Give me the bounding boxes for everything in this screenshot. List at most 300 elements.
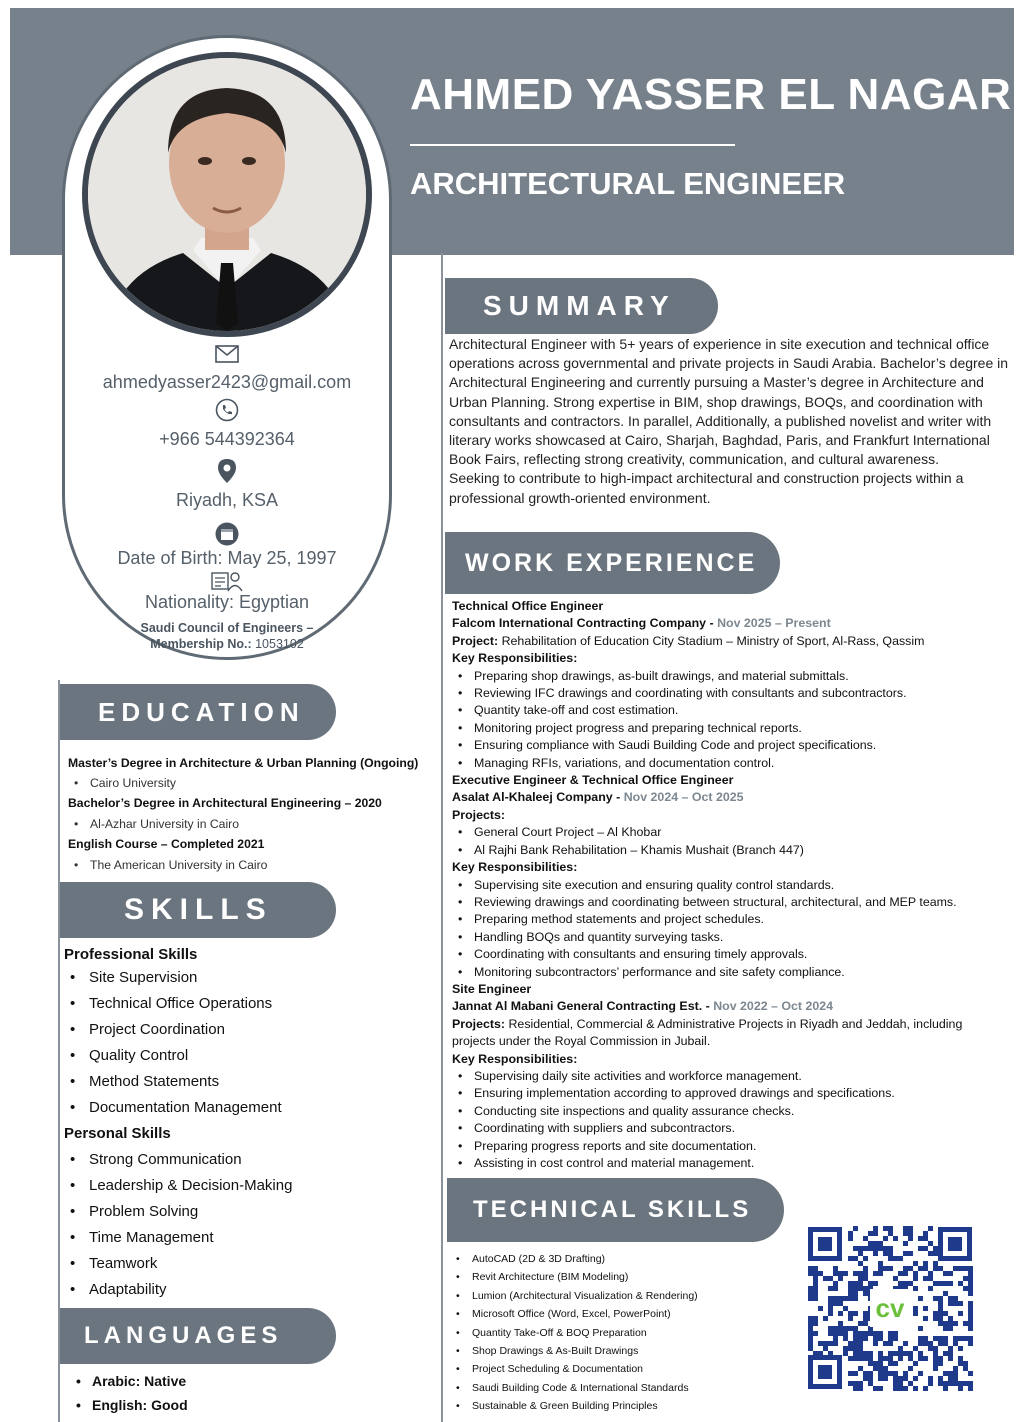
qr-module — [878, 1271, 883, 1276]
qr-module — [848, 1326, 853, 1331]
qr-module — [848, 1381, 853, 1386]
qr-module — [853, 1331, 858, 1336]
nationality-text: Nationality: Egyptian — [144, 592, 310, 612]
job-resp-item: • Supervising site execution and ensuring quality control standards. — [452, 877, 1012, 894]
qr-module — [908, 1231, 913, 1236]
qr-module — [878, 1361, 883, 1366]
qr-module — [968, 1371, 973, 1376]
qr-module — [968, 1321, 973, 1326]
job-company: Asalat Al-Khaleej Company - — [452, 790, 621, 805]
job-resp-item: • Ensuring implementation according to approved drawings and specifications. — [452, 1085, 1012, 1102]
qr-module — [878, 1241, 883, 1246]
qr-module — [958, 1266, 963, 1271]
job-resp-item: • Reviewing drawings and coordinating between structural, architectural, and MEP teams. — [452, 894, 1012, 911]
qr-module — [848, 1296, 853, 1301]
qr-module — [948, 1376, 953, 1381]
qr-module — [923, 1306, 928, 1311]
qr-module — [833, 1301, 838, 1306]
qr-module — [943, 1371, 948, 1376]
qr-module — [948, 1381, 953, 1386]
qr-module — [903, 1266, 908, 1271]
qr-module — [813, 1331, 818, 1336]
qr-module — [933, 1251, 938, 1256]
qr-module — [943, 1281, 948, 1286]
job-resp-item: • Supervising daily site activities and workforce management. — [452, 1068, 1012, 1085]
qr-module — [863, 1256, 868, 1261]
qr-module — [808, 1346, 813, 1351]
qr-module — [958, 1311, 963, 1316]
languages-list — [70, 1369, 370, 1417]
qr-module — [888, 1331, 893, 1336]
qr-module — [843, 1306, 848, 1311]
qr-module — [893, 1331, 898, 1336]
qr-module — [858, 1351, 863, 1356]
qr-module — [848, 1286, 853, 1291]
experience-heading: WORK EXPERIENCE — [445, 532, 780, 594]
qr-module — [863, 1356, 868, 1361]
job-projects-label: Projects: — [452, 807, 506, 822]
qr-module — [838, 1311, 843, 1316]
qr-module — [873, 1341, 878, 1346]
qr-module — [878, 1356, 883, 1361]
qr-module — [863, 1336, 868, 1341]
education-list — [68, 753, 440, 875]
qr-module — [858, 1286, 863, 1291]
qr-module — [838, 1321, 843, 1326]
qr-module — [933, 1266, 938, 1271]
qr-module — [878, 1246, 883, 1251]
qr-module — [968, 1306, 973, 1311]
qr-module — [838, 1271, 843, 1276]
qr-module — [858, 1276, 863, 1281]
qr-module — [923, 1231, 928, 1236]
qr-module — [883, 1226, 888, 1231]
qr-module — [873, 1246, 878, 1251]
qr-module — [908, 1281, 913, 1286]
qr-module — [888, 1226, 893, 1231]
qr-module — [853, 1341, 858, 1346]
job-project-line — [452, 633, 1012, 650]
job-resp-item: • Coordinating with suppliers and subcontractors. — [452, 1120, 1012, 1137]
qr-module — [918, 1246, 923, 1251]
job-resp-item: • Quantity take-off and cost estimation. — [452, 702, 1012, 719]
education-degree: Bachelor’s Degree in Architectural Engineering – 2020 — [68, 796, 382, 810]
qr-module — [963, 1361, 968, 1366]
name-divider — [410, 144, 735, 146]
job-resp-item: • Monitoring subcontractors’ performance and site safety compliance. — [452, 964, 1012, 981]
qr-module — [918, 1266, 923, 1271]
qr-module — [853, 1386, 858, 1391]
qr-module — [873, 1271, 878, 1276]
skills-list — [64, 945, 434, 1303]
languages-heading: LANGUAGES — [60, 1308, 336, 1364]
qr-module — [968, 1311, 973, 1316]
qr-module — [833, 1326, 838, 1331]
qr-module — [888, 1351, 893, 1356]
qr-module — [938, 1336, 943, 1341]
qr-module — [918, 1351, 923, 1356]
phone-icon — [215, 398, 239, 422]
qr-module — [858, 1386, 863, 1391]
qr-module — [888, 1336, 893, 1341]
technical-skill-item: • Saudi Building Code & International Standards — [450, 1379, 800, 1397]
qr-module — [958, 1336, 963, 1341]
qr-module — [913, 1276, 918, 1281]
qr-module — [893, 1371, 898, 1376]
skill-item: • Method Statements — [64, 1069, 434, 1095]
qr-module — [863, 1376, 868, 1381]
qr-module — [808, 1336, 813, 1341]
qr-module — [953, 1341, 958, 1346]
qr-module — [823, 1276, 828, 1281]
qr-module — [898, 1351, 903, 1356]
qr-module — [853, 1326, 858, 1331]
qr-module — [953, 1301, 958, 1306]
summary-text — [449, 335, 1009, 508]
job-projects-label: Projects: — [452, 1016, 506, 1031]
qr-module — [958, 1386, 963, 1391]
qr-module — [913, 1261, 918, 1266]
qr-module — [863, 1311, 868, 1316]
qr-module — [948, 1346, 953, 1351]
qr-module — [878, 1376, 883, 1381]
qr-module — [863, 1246, 868, 1251]
envelope-icon — [215, 344, 239, 364]
qr-module — [843, 1331, 848, 1336]
qr-module — [913, 1361, 918, 1366]
job-resp-item: • Handling BOQs and quantity surveying tasks. — [452, 929, 1012, 946]
qr-module — [853, 1346, 858, 1351]
education-school: • The American University in Cairo — [68, 855, 440, 875]
qr-module — [893, 1381, 898, 1386]
qr-module — [808, 1266, 813, 1271]
qr-module — [813, 1276, 818, 1281]
qr-module — [848, 1236, 853, 1241]
qr-module — [908, 1251, 913, 1256]
qr-module — [868, 1356, 873, 1361]
qr-module — [913, 1376, 918, 1381]
qr-module — [868, 1241, 873, 1246]
column-divider — [441, 253, 443, 1422]
qr-module — [823, 1316, 828, 1321]
qr-logo: cv — [875, 1293, 905, 1323]
qr-module — [968, 1316, 973, 1321]
qr-module — [843, 1271, 848, 1276]
qr-module — [923, 1386, 928, 1391]
qr-module — [883, 1266, 888, 1271]
qr-module — [898, 1271, 903, 1276]
qr-module — [818, 1306, 823, 1311]
sce-membership-label: Membership No.: — [150, 637, 252, 651]
qr-module — [858, 1251, 863, 1256]
email-text[interactable]: ahmedyasser2423@gmail.com — [102, 372, 352, 392]
job-project-item: • Al Rajhi Bank Rehabilitation – Khamis Mushait (Branch 447) — [452, 842, 1012, 859]
education-school: • Cairo University — [68, 773, 440, 793]
qr-module — [928, 1286, 933, 1291]
qr-module — [938, 1316, 943, 1321]
qr-module — [953, 1321, 958, 1326]
qr-module — [863, 1236, 868, 1241]
qr-module — [888, 1266, 893, 1271]
qr-module — [928, 1276, 933, 1281]
qr-module — [948, 1316, 953, 1321]
qr-module — [888, 1361, 893, 1366]
qr-module — [958, 1381, 963, 1386]
qr-module — [948, 1296, 953, 1301]
qr-module — [923, 1236, 928, 1241]
technical-skill-item: • Sustainable & Green Building Principles — [450, 1397, 800, 1415]
qr-module — [843, 1351, 848, 1356]
technical-skill-item: • Revit Architecture (BIM Modeling) — [450, 1268, 800, 1286]
job-resp-item: • Managing RFIs, variations, and documentation control. — [452, 755, 1012, 772]
qr-module — [853, 1356, 858, 1361]
qr-module — [808, 1286, 813, 1291]
qr-module — [898, 1281, 903, 1286]
qr-module — [808, 1341, 813, 1346]
qr-module — [883, 1246, 888, 1251]
qr-module — [823, 1346, 828, 1351]
technical-skill-item: • Microsoft Office (Word, Excel, PowerPoint) — [450, 1305, 800, 1323]
qr-module — [878, 1371, 883, 1376]
qr-module — [838, 1326, 843, 1331]
qr-module — [853, 1336, 858, 1341]
qr-module — [858, 1321, 863, 1326]
qr-module — [818, 1341, 823, 1346]
qr-module — [863, 1331, 868, 1336]
job-dates: Nov 2022 – Oct 2024 — [713, 999, 834, 1014]
skill-item: • Documentation Management — [64, 1095, 434, 1121]
qr-module — [848, 1291, 853, 1296]
qr-module — [933, 1316, 938, 1321]
qr-module — [868, 1246, 873, 1251]
summary-heading: SUMMARY — [445, 278, 718, 334]
qr-module — [968, 1271, 973, 1276]
qr-module — [868, 1376, 873, 1381]
qr-module — [908, 1381, 913, 1386]
qr-module — [928, 1226, 933, 1231]
education-degree: English Course – Completed 2021 — [68, 837, 265, 851]
qr-module — [878, 1336, 883, 1341]
qr-module — [873, 1366, 878, 1371]
qr-module — [943, 1321, 948, 1326]
qr-module — [918, 1371, 923, 1376]
qr-module — [863, 1321, 868, 1326]
qr-module — [923, 1246, 928, 1251]
qr-module — [828, 1276, 833, 1281]
skill-item: • Time Management — [64, 1225, 434, 1251]
skill-item: • Strong Communication — [64, 1147, 434, 1173]
qr-module — [893, 1351, 898, 1356]
qr-module — [953, 1296, 958, 1301]
qr-module — [843, 1346, 848, 1351]
qr-module — [863, 1276, 868, 1281]
qr-module — [903, 1251, 908, 1256]
qr-module — [883, 1371, 888, 1376]
qr-module — [858, 1261, 863, 1266]
qr-module — [948, 1301, 953, 1306]
education-heading: EDUCATION — [60, 684, 336, 740]
qr-module — [873, 1251, 878, 1256]
qr-module — [808, 1321, 813, 1326]
qr-module — [813, 1286, 818, 1291]
qr-module — [833, 1331, 838, 1336]
qr-module — [858, 1331, 863, 1336]
qr-module — [938, 1361, 943, 1366]
qr-module — [903, 1226, 908, 1231]
qr-module — [853, 1296, 858, 1301]
qr-module — [873, 1361, 878, 1366]
sce-membership — [62, 637, 392, 651]
qr-module — [868, 1331, 873, 1336]
qr-module — [943, 1381, 948, 1386]
qr-module — [903, 1231, 908, 1236]
qr-module — [923, 1276, 928, 1281]
qr-module — [838, 1276, 843, 1281]
qr-module — [933, 1361, 938, 1366]
qr-module — [893, 1376, 898, 1381]
qr-module — [948, 1371, 953, 1376]
page-border-right — [1014, 0, 1024, 1422]
qr-module — [843, 1296, 848, 1301]
qr-module — [928, 1381, 933, 1386]
qr-module — [938, 1321, 943, 1326]
qr-module — [873, 1386, 878, 1391]
qr-module — [833, 1281, 838, 1286]
qr-module — [893, 1386, 898, 1391]
qr-module — [828, 1341, 833, 1346]
qr-module — [828, 1301, 833, 1306]
qr-module — [848, 1346, 853, 1351]
qr-module — [878, 1366, 883, 1371]
qr-module — [818, 1271, 823, 1276]
qr-module — [928, 1251, 933, 1256]
qr-code[interactable] — [806, 1225, 974, 1391]
qr-module — [853, 1311, 858, 1316]
qr-module — [918, 1356, 923, 1361]
qr-module — [828, 1296, 833, 1301]
qr-module — [813, 1266, 818, 1271]
qr-module — [943, 1336, 948, 1341]
qr-module — [903, 1351, 908, 1356]
job-resp-item: • Preparing progress reports and site documentation. — [452, 1138, 1012, 1155]
qr-module — [898, 1346, 903, 1351]
qr-module — [903, 1271, 908, 1276]
qr-module — [853, 1271, 858, 1276]
qr-module — [953, 1366, 958, 1371]
technical-skill-item: • Lumion (Architectural Visualization & Rendering) — [450, 1287, 800, 1305]
qr-module — [918, 1296, 923, 1301]
job-dates: Nov 2025 – Present — [717, 616, 831, 631]
qr-module — [828, 1306, 833, 1311]
qr-module — [828, 1326, 833, 1331]
job-projects-text: projects under the Royal Commission in Jubail. — [452, 1034, 711, 1049]
calendar-icon — [215, 522, 239, 546]
qr-module — [888, 1371, 893, 1376]
qr-module — [938, 1381, 943, 1386]
qr-module — [918, 1236, 923, 1241]
qr-module — [893, 1336, 898, 1341]
qr-module — [813, 1281, 818, 1286]
phone-text: +966 544392364 — [159, 429, 295, 449]
qr-module — [853, 1246, 858, 1251]
qr-module — [893, 1236, 898, 1241]
qr-module — [943, 1311, 948, 1316]
qr-module — [923, 1341, 928, 1346]
qr-module — [878, 1331, 883, 1336]
qr-module — [953, 1381, 958, 1386]
qr-module — [863, 1271, 868, 1276]
qr-module — [828, 1286, 833, 1291]
qr-module — [923, 1336, 928, 1341]
job-project: Rehabilitation of Education City Stadium – Ministry of Sport, Al-Rass, Qassim — [501, 633, 925, 648]
qr-module — [913, 1271, 918, 1276]
skill-item: • Quality Control — [64, 1043, 434, 1069]
qr-module — [948, 1281, 953, 1286]
qr-module — [968, 1381, 973, 1386]
qr-module — [878, 1261, 883, 1266]
qr-module — [873, 1231, 878, 1236]
qr-module — [853, 1226, 858, 1231]
qr-module — [873, 1226, 878, 1231]
qr-module — [893, 1276, 898, 1281]
qr-module — [908, 1366, 913, 1371]
qr-module — [933, 1311, 938, 1316]
qr-module — [848, 1231, 853, 1236]
qr-module — [908, 1226, 913, 1231]
qr-module — [963, 1381, 968, 1386]
qr-module — [943, 1271, 948, 1276]
qr-module — [923, 1356, 928, 1361]
qr-module — [953, 1266, 958, 1271]
job-project-item: • General Court Project – Al Khobar — [452, 824, 1012, 841]
page-border-top — [0, 0, 1024, 8]
qr-module — [838, 1296, 843, 1301]
qr-module — [933, 1366, 938, 1371]
skill-item: • Teamwork — [64, 1251, 434, 1277]
qr-module — [813, 1271, 818, 1276]
qr-module — [883, 1251, 888, 1256]
qr-module — [883, 1366, 888, 1371]
qr-module — [878, 1266, 883, 1271]
qr-module — [918, 1341, 923, 1346]
dob-text: Date of Birth: May 25, 1997 — [117, 548, 337, 568]
qr-module — [873, 1281, 878, 1286]
skill-item: • Technical Office Operations — [64, 991, 434, 1017]
qr-module — [873, 1331, 878, 1336]
qr-module — [868, 1281, 873, 1286]
qr-module — [878, 1351, 883, 1356]
qr-module — [903, 1341, 908, 1346]
job-role: Technical Office Engineer — [452, 599, 604, 613]
qr-module — [813, 1321, 818, 1326]
job-projects-text: Residential, Commercial & Administrative Projects in Riyadh and Jeddah, including — [508, 1016, 963, 1031]
qr-module — [963, 1366, 968, 1371]
qr-module — [938, 1341, 943, 1346]
qr-module — [908, 1266, 913, 1271]
job-company-line — [452, 998, 1012, 1015]
qr-module — [938, 1281, 943, 1286]
qr-module — [958, 1356, 963, 1361]
qr-module — [898, 1356, 903, 1361]
qr-module — [903, 1386, 908, 1391]
qr-module — [903, 1281, 908, 1286]
qr-module — [913, 1386, 918, 1391]
qr-module — [833, 1286, 838, 1291]
qr-module — [948, 1356, 953, 1361]
qr-module — [963, 1336, 968, 1341]
qr-module — [918, 1326, 923, 1331]
technical-skill-item: • Project Scheduling & Documentation — [450, 1360, 800, 1378]
